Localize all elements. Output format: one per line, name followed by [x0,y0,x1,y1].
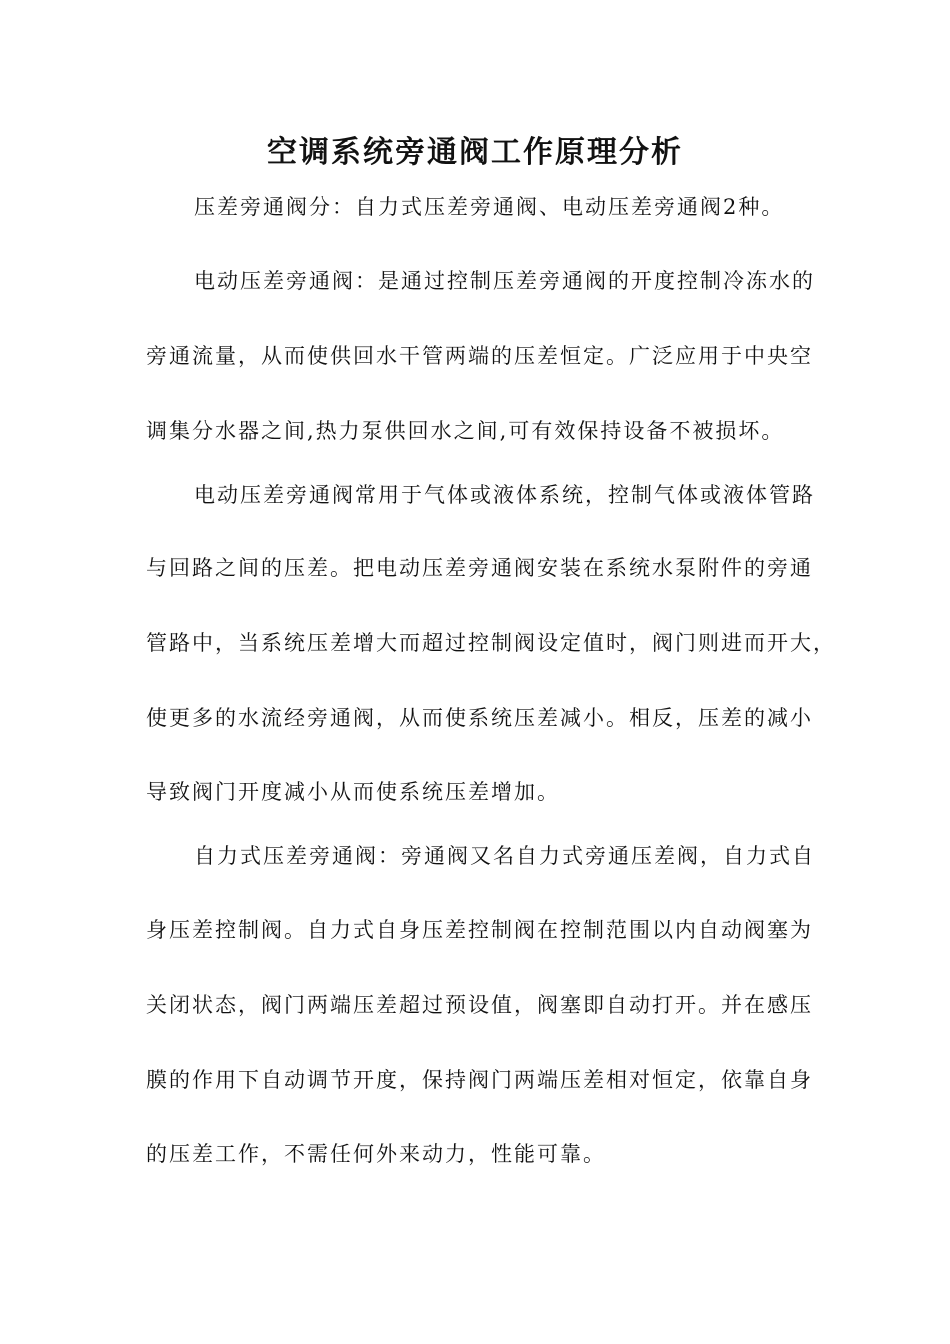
paragraph-selfacting-line-2: 身压差控制阀。自力式自身压差控制阀在控制范围以内自动阀塞为 [146,918,813,942]
paragraph-usage-line-2: 与回路之间的压差。把电动压差旁通阀安装在系统水泵附件的旁通 [146,556,813,580]
paragraph-selfacting-line-3: 关闭状态，阀门两端压差超过预设值，阀塞即自动打开。并在感压 [146,993,813,1017]
paragraph-electric-line-1: 电动压差旁通阀：是通过控制压差旁通阀的开度控制冷冻水的 [194,269,815,293]
paragraph-selfacting-line-1: 自力式压差旁通阀：旁通阀又名自力式旁通压差阀，自力式自 [194,844,815,868]
paragraph-electric-line-3: 调集分水器之间,热力泵供回水之间,可有效保持设备不被损坏。 [146,419,785,443]
paragraph-usage-line-3: 管路中，当系统压差增大而超过控制阀设定值时，阀门则进而开大， [146,631,836,655]
page-title: 空调系统旁通阀工作原理分析 [267,135,683,170]
paragraph-usage-line-1: 电动压差旁通阀常用于气体或液体系统，控制气体或液体管路 [194,483,815,507]
paragraph-selfacting-line-4: 膜的作用下自动调节开度，保持阀门两端压差相对恒定，依靠自身 [146,1068,813,1092]
paragraph-usage-line-5: 导致阀门开度减小从而使系统压差增加。 [146,780,560,804]
paragraph-selfacting-line-5: 的压差工作，不需任何外来动力，性能可靠。 [146,1142,606,1166]
paragraph-electric-line-2: 旁通流量，从而使供回水干管两端的压差恒定。广泛应用于中央空 [146,344,813,368]
paragraph-usage-line-4: 使更多的水流经旁通阀，从而使系统压差减小。相反，压差的减小 [146,706,813,730]
paragraph-intro-line-1: 压差旁通阀分：自力式压差旁通阀、电动压差旁通阀2种。 [194,195,785,219]
